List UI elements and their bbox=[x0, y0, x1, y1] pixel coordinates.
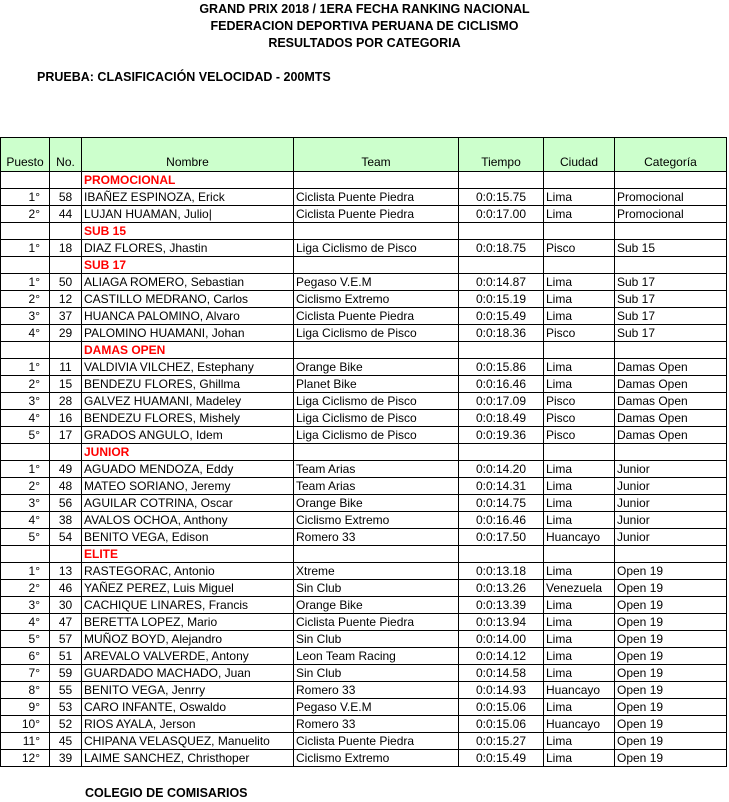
empty-cell bbox=[459, 172, 544, 189]
col-header-no: No. bbox=[50, 138, 82, 172]
cell-categoria: Damas Open bbox=[615, 427, 727, 444]
cell-tiempo: 0:0:18.75 bbox=[459, 240, 544, 257]
col-header-nombre: Nombre bbox=[82, 138, 294, 172]
cell-no: 58 bbox=[50, 189, 82, 206]
cell-team: Liga Ciclismo de Pisco bbox=[294, 427, 459, 444]
empty-cell bbox=[50, 342, 82, 359]
cell-nombre: CASTILLO MEDRANO, Carlos bbox=[82, 291, 294, 308]
cell-tiempo: 0:0:15.49 bbox=[459, 308, 544, 325]
cell-team: Team Arias bbox=[294, 478, 459, 495]
table-row bbox=[1, 461, 727, 478]
cell-puesto: 3° bbox=[1, 308, 50, 325]
cell-ciudad: Pisco bbox=[544, 240, 615, 257]
cell-tiempo: 0:0:17.09 bbox=[459, 393, 544, 410]
cell-puesto: 1° bbox=[1, 461, 50, 478]
cell-team: Orange Bike bbox=[294, 495, 459, 512]
header-federation: FEDERACION DEPORTIVA PERUANA DE CICLISMO bbox=[210, 19, 519, 33]
cell-categoria: Junior bbox=[615, 512, 727, 529]
table-row bbox=[1, 529, 727, 546]
empty-cell bbox=[544, 546, 615, 563]
cell-nombre: RIOS AYALA, Jerson bbox=[82, 716, 294, 733]
cell-tiempo: 0:0:15.19 bbox=[459, 291, 544, 308]
cell-no: 49 bbox=[50, 461, 82, 478]
cell-nombre: PALOMINO HUAMANI, Johan bbox=[82, 325, 294, 342]
cell-puesto: 4° bbox=[1, 614, 50, 631]
cell-nombre: BENDEZU FLORES, Ghillma bbox=[82, 376, 294, 393]
empty-cell bbox=[50, 223, 82, 240]
cell-ciudad: Lima bbox=[544, 461, 615, 478]
cell-team: Orange Bike bbox=[294, 597, 459, 614]
cell-nombre: AVALOS OCHOA, Anthony bbox=[82, 512, 294, 529]
cell-team: Xtreme bbox=[294, 563, 459, 580]
cell-ciudad: Lima bbox=[544, 274, 615, 291]
cell-categoria: Junior bbox=[615, 529, 727, 546]
header-title: GRAND PRIX 2018 / 1ERA FECHA RANKING NACIONAL bbox=[199, 2, 530, 16]
cell-nombre: CHIPANA VELASQUEZ, Manuelito bbox=[82, 733, 294, 750]
empty-cell bbox=[615, 342, 727, 359]
cell-team: Ciclista Puente Piedra bbox=[294, 733, 459, 750]
cell-puesto: 2° bbox=[1, 206, 50, 223]
cell-puesto: 4° bbox=[1, 512, 50, 529]
cell-team: Sin Club bbox=[294, 580, 459, 597]
results-table bbox=[0, 137, 727, 767]
cell-team: Romero 33 bbox=[294, 682, 459, 699]
cell-categoria: Open 19 bbox=[615, 733, 727, 750]
cell-no: 38 bbox=[50, 512, 82, 529]
cell-ciudad: Lima bbox=[544, 699, 615, 716]
cell-team: Liga Ciclismo de Pisco bbox=[294, 240, 459, 257]
table-row bbox=[1, 580, 727, 597]
cell-nombre: GUARDADO MACHADO, Juan bbox=[82, 665, 294, 682]
cell-categoria: Promocional bbox=[615, 206, 727, 223]
cell-categoria: Sub 17 bbox=[615, 308, 727, 325]
table-row bbox=[1, 325, 727, 342]
empty-cell bbox=[615, 257, 727, 274]
cell-no: 17 bbox=[50, 427, 82, 444]
cell-tiempo: 0:0:15.27 bbox=[459, 733, 544, 750]
col-header-categoria: Categoría bbox=[615, 138, 727, 172]
category-label: SUB 15 bbox=[82, 223, 294, 240]
table-header-row bbox=[1, 138, 727, 172]
cell-ciudad: Lima bbox=[544, 733, 615, 750]
table-row bbox=[1, 699, 727, 716]
cell-ciudad: Lima bbox=[544, 563, 615, 580]
cell-categoria: Junior bbox=[615, 478, 727, 495]
table-row bbox=[1, 631, 727, 648]
cell-team: Romero 33 bbox=[294, 716, 459, 733]
empty-cell bbox=[615, 172, 727, 189]
empty-cell bbox=[50, 546, 82, 563]
table-row bbox=[1, 359, 727, 376]
cell-categoria: Sub 17 bbox=[615, 274, 727, 291]
table-row bbox=[1, 393, 727, 410]
cell-categoria: Junior bbox=[615, 495, 727, 512]
cell-no: 37 bbox=[50, 308, 82, 325]
cell-no: 44 bbox=[50, 206, 82, 223]
cell-nombre: BENITO VEGA, Jenrry bbox=[82, 682, 294, 699]
empty-cell bbox=[544, 257, 615, 274]
cell-categoria: Damas Open bbox=[615, 410, 727, 427]
cell-team: Ciclismo Extremo bbox=[294, 750, 459, 767]
cell-categoria: Open 19 bbox=[615, 580, 727, 597]
table-row bbox=[1, 682, 727, 699]
cell-ciudad: Lima bbox=[544, 291, 615, 308]
cell-no: 51 bbox=[50, 648, 82, 665]
cell-no: 15 bbox=[50, 376, 82, 393]
empty-cell bbox=[459, 342, 544, 359]
cell-nombre: MATEO SORIANO, Jeremy bbox=[82, 478, 294, 495]
cell-ciudad: Lima bbox=[544, 308, 615, 325]
table-row bbox=[1, 376, 727, 393]
cell-no: 50 bbox=[50, 274, 82, 291]
category-label: JUNIOR bbox=[82, 444, 294, 461]
cell-ciudad: Lima bbox=[544, 495, 615, 512]
cell-ciudad: Huancayo bbox=[544, 682, 615, 699]
empty-cell bbox=[615, 546, 727, 563]
cell-team: Sin Club bbox=[294, 631, 459, 648]
cell-tiempo: 0:0:18.49 bbox=[459, 410, 544, 427]
cell-team: Ciclista Puente Piedra bbox=[294, 308, 459, 325]
cell-tiempo: 0:0:14.58 bbox=[459, 665, 544, 682]
cell-puesto: 7° bbox=[1, 665, 50, 682]
cell-team: Ciclista Puente Piedra bbox=[294, 206, 459, 223]
cell-categoria: Open 19 bbox=[615, 597, 727, 614]
cell-ciudad: Lima bbox=[544, 648, 615, 665]
cell-tiempo: 0:0:13.18 bbox=[459, 563, 544, 580]
table-row bbox=[1, 478, 727, 495]
cell-categoria: Open 19 bbox=[615, 631, 727, 648]
cell-puesto: 2° bbox=[1, 478, 50, 495]
cell-team: Team Arias bbox=[294, 461, 459, 478]
empty-cell bbox=[1, 546, 50, 563]
cell-tiempo: 0:0:14.87 bbox=[459, 274, 544, 291]
cell-team: Liga Ciclismo de Pisco bbox=[294, 410, 459, 427]
cell-categoria: Sub 17 bbox=[615, 325, 727, 342]
cell-ciudad: Pisco bbox=[544, 410, 615, 427]
cell-nombre: MUÑOZ BOYD, Alejandro bbox=[82, 631, 294, 648]
cell-categoria: Junior bbox=[615, 461, 727, 478]
empty-cell bbox=[294, 223, 459, 240]
cell-puesto: 8° bbox=[1, 682, 50, 699]
cell-no: 48 bbox=[50, 478, 82, 495]
table-row bbox=[1, 597, 727, 614]
header-subtitle: RESULTADOS POR CATEGORIA bbox=[268, 36, 461, 50]
cell-nombre: DIAZ FLORES, Jhastin bbox=[82, 240, 294, 257]
col-header-puesto: Puesto bbox=[1, 138, 50, 172]
results-body bbox=[1, 138, 727, 767]
cell-puesto: 3° bbox=[1, 597, 50, 614]
cell-ciudad: Lima bbox=[544, 189, 615, 206]
cell-tiempo: 0:0:15.86 bbox=[459, 359, 544, 376]
cell-ciudad: Venezuela bbox=[544, 580, 615, 597]
empty-cell bbox=[294, 257, 459, 274]
category-row bbox=[1, 172, 727, 189]
empty-cell bbox=[615, 223, 727, 240]
table-row bbox=[1, 495, 727, 512]
empty-cell bbox=[1, 172, 50, 189]
cell-categoria: Sub 15 bbox=[615, 240, 727, 257]
cell-ciudad: Lima bbox=[544, 206, 615, 223]
cell-categoria: Open 19 bbox=[615, 750, 727, 767]
cell-nombre: VALDIVIA VILCHEZ, Estephany bbox=[82, 359, 294, 376]
cell-puesto: 5° bbox=[1, 529, 50, 546]
cell-nombre: RASTEGORAC, Antonio bbox=[82, 563, 294, 580]
cell-tiempo: 0:0:13.94 bbox=[459, 614, 544, 631]
cell-tiempo: 0:0:14.20 bbox=[459, 461, 544, 478]
cell-puesto: 1° bbox=[1, 563, 50, 580]
empty-cell bbox=[544, 444, 615, 461]
cell-tiempo: 0:0:16.46 bbox=[459, 376, 544, 393]
cell-ciudad: Lima bbox=[544, 631, 615, 648]
cell-categoria: Open 19 bbox=[615, 563, 727, 580]
empty-cell bbox=[544, 172, 615, 189]
cell-categoria: Damas Open bbox=[615, 376, 727, 393]
cell-no: 28 bbox=[50, 393, 82, 410]
cell-tiempo: 0:0:15.75 bbox=[459, 189, 544, 206]
cell-puesto: 1° bbox=[1, 189, 50, 206]
cell-puesto: 6° bbox=[1, 648, 50, 665]
cell-ciudad: Lima bbox=[544, 478, 615, 495]
cell-tiempo: 0:0:19.36 bbox=[459, 427, 544, 444]
cell-categoria: Open 19 bbox=[615, 648, 727, 665]
cell-no: 16 bbox=[50, 410, 82, 427]
col-header-ciudad: Ciudad bbox=[544, 138, 615, 172]
cell-puesto: 3° bbox=[1, 495, 50, 512]
cell-nombre: BENDEZU FLORES, Mishely bbox=[82, 410, 294, 427]
cell-tiempo: 0:0:17.00 bbox=[459, 206, 544, 223]
cell-team: Leon Team Racing bbox=[294, 648, 459, 665]
cell-no: 39 bbox=[50, 750, 82, 767]
cell-puesto: 9° bbox=[1, 699, 50, 716]
cell-team: Ciclista Puente Piedra bbox=[294, 189, 459, 206]
cell-puesto: 2° bbox=[1, 580, 50, 597]
cell-puesto: 1° bbox=[1, 274, 50, 291]
cell-tiempo: 0:0:14.12 bbox=[459, 648, 544, 665]
empty-cell bbox=[459, 257, 544, 274]
cell-team: Pegaso V.E.M bbox=[294, 274, 459, 291]
category-label: SUB 17 bbox=[82, 257, 294, 274]
cell-ciudad: Huancayo bbox=[544, 529, 615, 546]
cell-nombre: AGUILAR COTRINA, Oscar bbox=[82, 495, 294, 512]
cell-ciudad: Lima bbox=[544, 665, 615, 682]
cell-no: 18 bbox=[50, 240, 82, 257]
cell-tiempo: 0:0:16.46 bbox=[459, 512, 544, 529]
cell-nombre: AGUADO MENDOZA, Eddy bbox=[82, 461, 294, 478]
cell-nombre: GALVEZ HUAMANI, Madeley bbox=[82, 393, 294, 410]
cell-ciudad: Pisco bbox=[544, 325, 615, 342]
cell-categoria: Damas Open bbox=[615, 393, 727, 410]
category-row bbox=[1, 223, 727, 240]
cell-nombre: LAIME SANCHEZ, Christhoper bbox=[82, 750, 294, 767]
cell-nombre: LUJAN HUAMAN, Julio| bbox=[82, 206, 294, 223]
cell-categoria: Open 19 bbox=[615, 716, 727, 733]
cell-puesto: 10° bbox=[1, 716, 50, 733]
table-row bbox=[1, 665, 727, 682]
cell-tiempo: 0:0:18.36 bbox=[459, 325, 544, 342]
cell-tiempo: 0:0:14.31 bbox=[459, 478, 544, 495]
category-label: DAMAS OPEN bbox=[82, 342, 294, 359]
table-row bbox=[1, 189, 727, 206]
table-row bbox=[1, 512, 727, 529]
cell-no: 46 bbox=[50, 580, 82, 597]
cell-nombre: BENITO VEGA, Edison bbox=[82, 529, 294, 546]
cell-ciudad: Pisco bbox=[544, 427, 615, 444]
cell-puesto: 5° bbox=[1, 631, 50, 648]
table-row bbox=[1, 206, 727, 223]
table-row bbox=[1, 274, 727, 291]
cell-team: Orange Bike bbox=[294, 359, 459, 376]
category-row bbox=[1, 257, 727, 274]
cell-tiempo: 0:0:14.75 bbox=[459, 495, 544, 512]
cell-no: 54 bbox=[50, 529, 82, 546]
cell-puesto: 4° bbox=[1, 410, 50, 427]
empty-cell bbox=[50, 444, 82, 461]
cell-puesto: 12° bbox=[1, 750, 50, 767]
cell-team: Planet Bike bbox=[294, 376, 459, 393]
cell-puesto: 5° bbox=[1, 427, 50, 444]
footer-commissioners: COLEGIO DE COMISARIOS bbox=[85, 786, 248, 800]
category-row bbox=[1, 342, 727, 359]
cell-nombre: CARO INFANTE, Oswaldo bbox=[82, 699, 294, 716]
empty-cell bbox=[294, 444, 459, 461]
cell-team: Ciclismo Extremo bbox=[294, 291, 459, 308]
empty-cell bbox=[544, 223, 615, 240]
cell-tiempo: 0:0:14.93 bbox=[459, 682, 544, 699]
cell-nombre: GRADOS ANGULO, Idem bbox=[82, 427, 294, 444]
table-row bbox=[1, 427, 727, 444]
table-row bbox=[1, 410, 727, 427]
cell-categoria: Damas Open bbox=[615, 359, 727, 376]
cell-ciudad: Lima bbox=[544, 376, 615, 393]
cell-team: Liga Ciclismo de Pisco bbox=[294, 325, 459, 342]
cell-ciudad: Pisco bbox=[544, 393, 615, 410]
cell-ciudad: Lima bbox=[544, 359, 615, 376]
cell-no: 52 bbox=[50, 716, 82, 733]
cell-ciudad: Lima bbox=[544, 597, 615, 614]
cell-tiempo: 0:0:15.06 bbox=[459, 699, 544, 716]
cell-ciudad: Lima bbox=[544, 750, 615, 767]
cell-no: 53 bbox=[50, 699, 82, 716]
table-row bbox=[1, 563, 727, 580]
table-row bbox=[1, 648, 727, 665]
table-row bbox=[1, 716, 727, 733]
cell-tiempo: 0:0:13.39 bbox=[459, 597, 544, 614]
cell-no: 30 bbox=[50, 597, 82, 614]
cell-puesto: 1° bbox=[1, 240, 50, 257]
cell-nombre: AREVALO VALVERDE, Antony bbox=[82, 648, 294, 665]
cell-tiempo: 0:0:15.06 bbox=[459, 716, 544, 733]
cell-puesto: 1° bbox=[1, 359, 50, 376]
table-row bbox=[1, 240, 727, 257]
empty-cell bbox=[459, 223, 544, 240]
cell-no: 45 bbox=[50, 733, 82, 750]
cell-nombre: ALIAGA ROMERO, Sebastian bbox=[82, 274, 294, 291]
col-header-team: Team bbox=[294, 138, 459, 172]
empty-cell bbox=[50, 257, 82, 274]
cell-nombre: CACHIQUE LINARES, Francis bbox=[82, 597, 294, 614]
empty-cell bbox=[50, 172, 82, 189]
cell-team: Romero 33 bbox=[294, 529, 459, 546]
cell-team: Ciclista Puente Piedra bbox=[294, 614, 459, 631]
table-row bbox=[1, 308, 727, 325]
cell-no: 59 bbox=[50, 665, 82, 682]
category-label: ELITE bbox=[82, 546, 294, 563]
cell-puesto: 2° bbox=[1, 376, 50, 393]
empty-cell bbox=[294, 342, 459, 359]
cell-puesto: 4° bbox=[1, 325, 50, 342]
empty-cell bbox=[544, 342, 615, 359]
cell-no: 56 bbox=[50, 495, 82, 512]
cell-no: 47 bbox=[50, 614, 82, 631]
empty-cell bbox=[1, 342, 50, 359]
cell-puesto: 3° bbox=[1, 393, 50, 410]
cell-categoria: Open 19 bbox=[615, 682, 727, 699]
cell-team: Liga Ciclismo de Pisco bbox=[294, 393, 459, 410]
cell-categoria: Open 19 bbox=[615, 699, 727, 716]
empty-cell bbox=[294, 546, 459, 563]
cell-ciudad: Lima bbox=[544, 512, 615, 529]
cell-puesto: 2° bbox=[1, 291, 50, 308]
empty-cell bbox=[294, 172, 459, 189]
col-header-tiempo: Tiempo bbox=[459, 138, 544, 172]
empty-cell bbox=[459, 444, 544, 461]
cell-team: Pegaso V.E.M bbox=[294, 699, 459, 716]
cell-nombre: HUANCA PALOMINO, Alvaro bbox=[82, 308, 294, 325]
cell-tiempo: 0:0:17.50 bbox=[459, 529, 544, 546]
cell-no: 11 bbox=[50, 359, 82, 376]
cell-nombre: IBAÑEZ ESPINOZA, Erick bbox=[82, 189, 294, 206]
cell-tiempo: 0:0:15.49 bbox=[459, 750, 544, 767]
category-row bbox=[1, 444, 727, 461]
table-row bbox=[1, 291, 727, 308]
table-row bbox=[1, 750, 727, 767]
category-row bbox=[1, 546, 727, 563]
table-row bbox=[1, 614, 727, 631]
cell-no: 55 bbox=[50, 682, 82, 699]
cell-tiempo: 0:0:14.00 bbox=[459, 631, 544, 648]
cell-no: 13 bbox=[50, 563, 82, 580]
cell-categoria: Open 19 bbox=[615, 614, 727, 631]
cell-team: Sin Club bbox=[294, 665, 459, 682]
cell-categoria: Sub 17 bbox=[615, 291, 727, 308]
cell-team: Ciclismo Extremo bbox=[294, 512, 459, 529]
category-label: PROMOCIONAL bbox=[82, 172, 294, 189]
event-title: PRUEBA: CLASIFICACIÓN VELOCIDAD - 200MTS bbox=[37, 70, 331, 84]
empty-cell bbox=[615, 444, 727, 461]
cell-no: 57 bbox=[50, 631, 82, 648]
cell-puesto: 11° bbox=[1, 733, 50, 750]
table-row bbox=[1, 733, 727, 750]
cell-ciudad: Huancayo bbox=[544, 716, 615, 733]
cell-nombre: BERETTA LOPEZ, Mario bbox=[82, 614, 294, 631]
empty-cell bbox=[1, 223, 50, 240]
cell-categoria: Open 19 bbox=[615, 665, 727, 682]
cell-nombre: YAÑEZ PEREZ, Luis Miguel bbox=[82, 580, 294, 597]
cell-tiempo: 0:0:13.26 bbox=[459, 580, 544, 597]
cell-no: 29 bbox=[50, 325, 82, 342]
empty-cell bbox=[1, 444, 50, 461]
empty-cell bbox=[1, 257, 50, 274]
empty-cell bbox=[459, 546, 544, 563]
cell-categoria: Promocional bbox=[615, 189, 727, 206]
cell-ciudad: Lima bbox=[544, 614, 615, 631]
cell-no: 12 bbox=[50, 291, 82, 308]
